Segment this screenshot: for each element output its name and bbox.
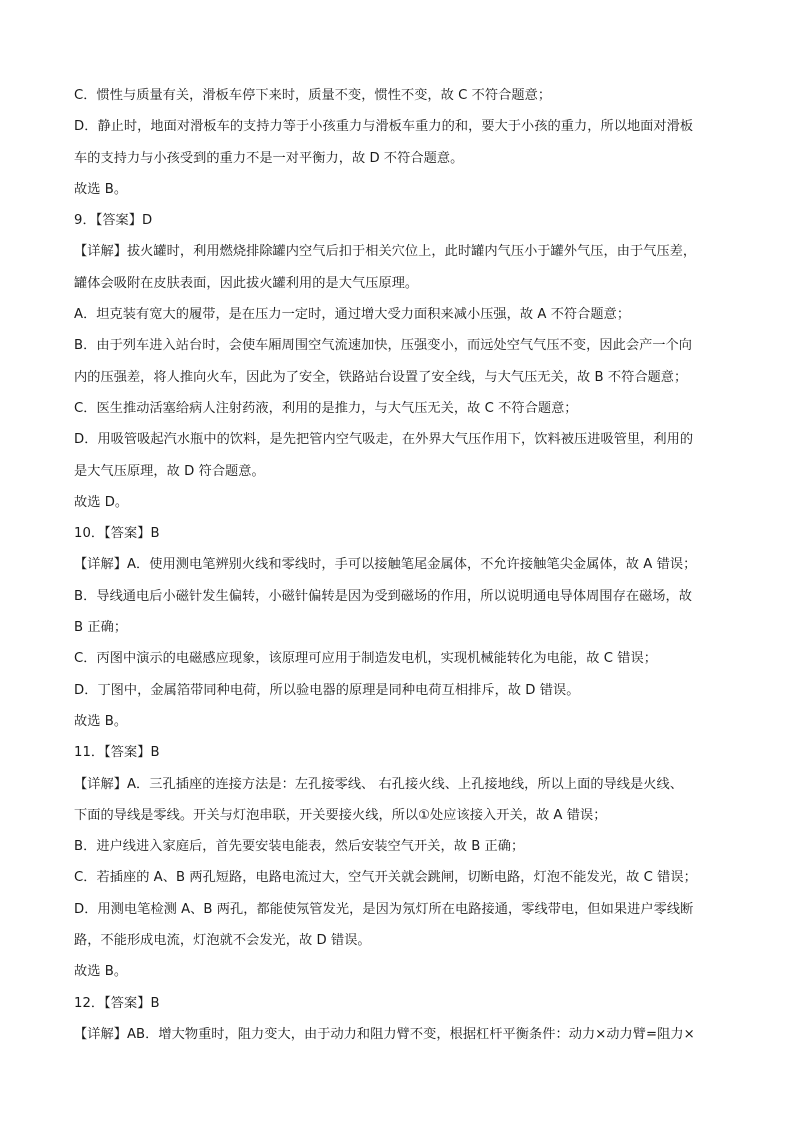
text-line: 车的支持力与小孩受到的重力不是一对平衡力，故 D 不符合题意。	[74, 150, 464, 166]
text-line: D．用吸管吸起汽水瓶中的饮料，是先把管内空气吸走，在外界大气压作用下，饮料被压进吸管里，利用的	[74, 432, 694, 448]
text-line: B．进户线进入家庭后，首先要安装电能表，然后安装空气开关，故 B 正确；	[74, 839, 525, 855]
text-line: 故选 B。	[74, 964, 128, 980]
document-page	[74, 80, 724, 1050]
text-line: C．医生推动活塞给病人注射药液，利用的是推力，与大气压无关，故 C 不符合题意；	[74, 400, 578, 416]
text-line: C．丙图中演示的电磁感应现象，该原理可应用于制造发电机，实现机械能转化为电能，故 C 错误；	[74, 651, 657, 667]
question-answer-heading: 10．【答案】B	[74, 526, 160, 542]
text-line: 【详解】拔火罐时，利用燃烧排除罐内空气后扣于相关穴位上，此时罐内气压小于罐外气压，由于气压差，	[74, 244, 697, 260]
text-line: B 正确；	[74, 620, 128, 636]
text-line: 故选 B。	[74, 713, 128, 729]
text-line: 【详解】AB．增大物重时，阻力变大，由于动力和阻力臂不变，根据杠杆平衡条件：动力×动力臂=阻力×	[74, 1026, 695, 1042]
text-line: D．丁图中，金属箔带同种电荷，所以验电器的原理是同种电荷互相排斥，故 D 错误。	[74, 682, 580, 698]
text-line: 下面的导线是零线。开关与灯泡串联，开关要接火线，所以①处应该接入开关，故 A 错误；	[74, 807, 607, 823]
text-line: B．由于列车进入站台时，会使车厢周围空气流速加快，压强变小，而远处空气气压不变，因此会产一个向	[74, 338, 693, 354]
text-line: 路，不能形成电流，灯泡就不会发光，故 D 错误。	[74, 933, 371, 949]
question-answer-heading: 12．【答案】B	[74, 995, 160, 1011]
text-line: C．若插座的 A、B 两孔短路，电路电流过大，空气开关就会跳闸，切断电路，灯泡不能发光，故 C 错误；	[74, 870, 697, 886]
text-line: 内的压强差，将人推向火车，因此为了安全，铁路站台设置了安全线，与大气压无关，故 B 不符合题意；	[74, 369, 688, 385]
text-line: 故选 D。	[74, 494, 129, 510]
text-line: C．惯性与质量有关，滑板车停下来时，质量不变，惯性不变，故 C 不符合题意；	[74, 88, 552, 103]
text-line: D．用测电笔检测 A、B 两孔，都能使氖管发光，是因为氖灯所在电路接通，零线带电，但如果进户零线断	[74, 901, 694, 917]
text-line: D．静止时，地面对滑板车的支持力等于小孩重力与滑板车重力的和，要大于小孩的重力，所以地面对滑板	[74, 119, 694, 135]
text-line: 【详解】A．三孔插座的连接方法是：左孔接零线、 右孔接火线、上孔接地线，所以上面的导线是火线、	[74, 776, 683, 792]
question-answer-heading: 9．【答案】D	[74, 213, 153, 229]
text-line: A．坦克装有宽大的履带，是在压力一定时，通过增大受力面积来减小压强，故 A 不符合题意；	[74, 307, 631, 323]
text-line: B．导线通电后小磁针发生偏转，小磁针偏转是因为受到磁场的作用，所以说明通电导体周围存在磁场，故	[74, 588, 693, 604]
text-line: 故选 B。	[74, 181, 128, 197]
text-line: 是大气压原理，故 D 符合题意。	[74, 463, 265, 479]
text-line: 【详解】A．使用测电笔辨别火线和零线时，手可以接触笔尾金属体，不允许接触笔尖金属体，故 A 错误；	[74, 557, 697, 573]
question-answer-heading: 11．【答案】B	[74, 745, 160, 761]
text-line: 罐体会吸附在皮肤表面，因此拔火罐利用的是大气压原理。	[74, 275, 419, 291]
